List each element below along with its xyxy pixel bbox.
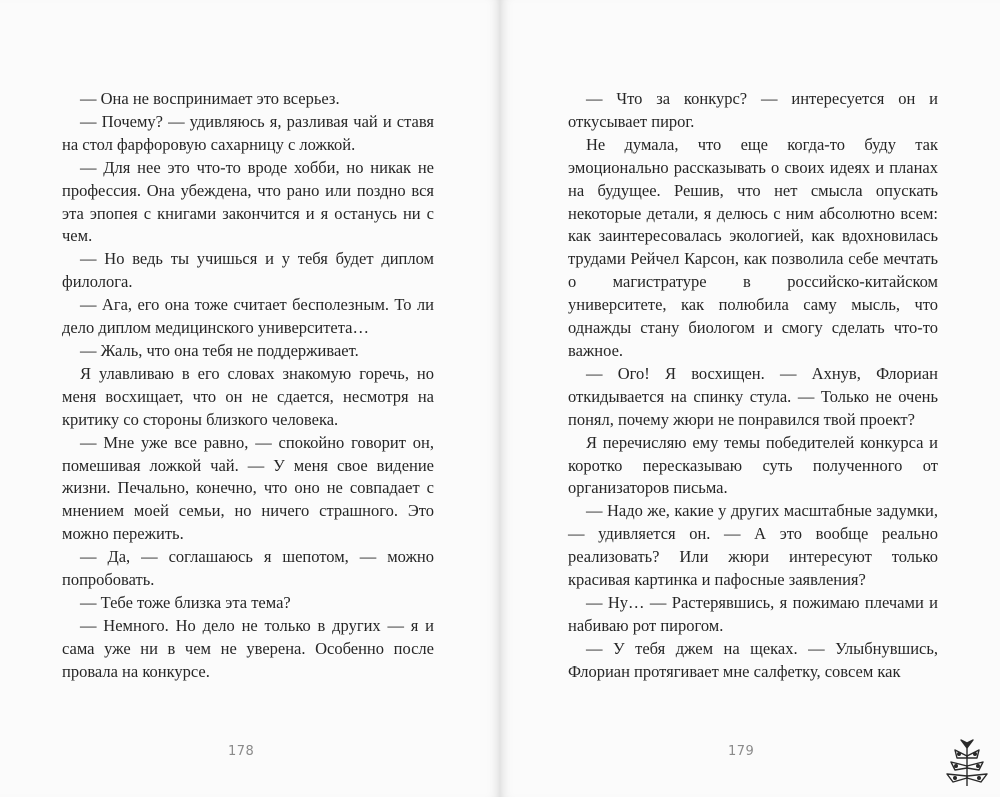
paragraph: — У тебя джем на щеках. — Улыбнувшись, Флориан протягивает мне салфетку, совсем как [568, 638, 938, 681]
paragraph: — Ого! Я восхищен. — Ахнув, Флориан откидывается на спинку стула. — Только не очень понял, почему жюри не понравился твой проект? [568, 363, 938, 429]
paragraph: Я улавливаю в его словах знакомую горечь, но меня восхищает, что он не сдается, несмотря на критику со стороны близкого человека. [62, 363, 434, 429]
paragraph: — Но ведь ты учишься и у тебя будет диплом филолога. [62, 249, 434, 292]
page-number-right: 179 [728, 744, 755, 759]
paragraph: — Что за конкурс? — интересуется он и откусывает пирог. [568, 89, 938, 131]
paragraph: — Для нее это что-то вроде хобби, но никак не профессия. Она убеждена, что рано или поздно вся эта эпопея с книгами закончится и я останусь ни с чем. [62, 157, 434, 246]
paragraph: Я перечисляю ему темы победителей конкурса и коротко пересказываю суть полученного от организаторов письма. [568, 432, 938, 498]
paragraph: — Она не воспринимает это всерьез. [80, 89, 340, 108]
left-page-text [62, 88, 434, 684]
right-page [500, 0, 1000, 797]
paragraph: — Ага, его она тоже считает бесполезным. То ли дело диплом медицинского университета… [62, 295, 434, 338]
paragraph: — Да, — соглашаюсь я шепотом, — можно попробовать. [62, 547, 434, 590]
paragraph: Не думала, что еще когда-то буду так эмоционально рассказывать о своих идеях и планах на будущее. Решив, что нет смысла опускать некоторые детали, я делюсь с ним абсолютно всем: как заинтересовалась экологией, как вдохновилась трудами Рейчел Карсон, как позволила себе мечтать о магистратуре в российско-китайском университете, как полюбила саму мысль, что однажды стану биологом и смогу сделать что-то важное. [568, 134, 938, 360]
paragraph: — Мне уже все равно, — спокойно говорит он, помешивая ложкой чай. — У меня свое видение жизни. Печально, конечно, что оно не совпадает с мнением моей семьи, но ничего страшного. Это можно пережить. [62, 432, 434, 544]
right-page-text [568, 88, 938, 684]
paragraph: — Ну… — Растерявшись, я пожимаю плечами и набиваю рот пирогом. [568, 592, 938, 635]
paragraph: — Надо же, какие у других масштабные задумки, — удивляется он. — А это вообще реально реализовать? Или жюри интересуют только красивая картинка и пафосные заявления? [568, 501, 938, 590]
floral-branch-icon [943, 736, 991, 788]
paragraph: — Немного. Но дело не только в других — я и сама уже ни в чем не уверена. Особенно после провала на конкурсе. [62, 615, 434, 681]
paragraph: — Тебе тоже близка эта тема? [80, 592, 291, 612]
paragraph: — Почему? — удивляюсь я, разливая чай и ставя на стол фарфоровую сахарницу с ложкой. [62, 111, 434, 154]
page-number-left: 178 [228, 744, 255, 759]
paragraph: — Жаль, что она тебя не поддерживает. [80, 340, 359, 360]
